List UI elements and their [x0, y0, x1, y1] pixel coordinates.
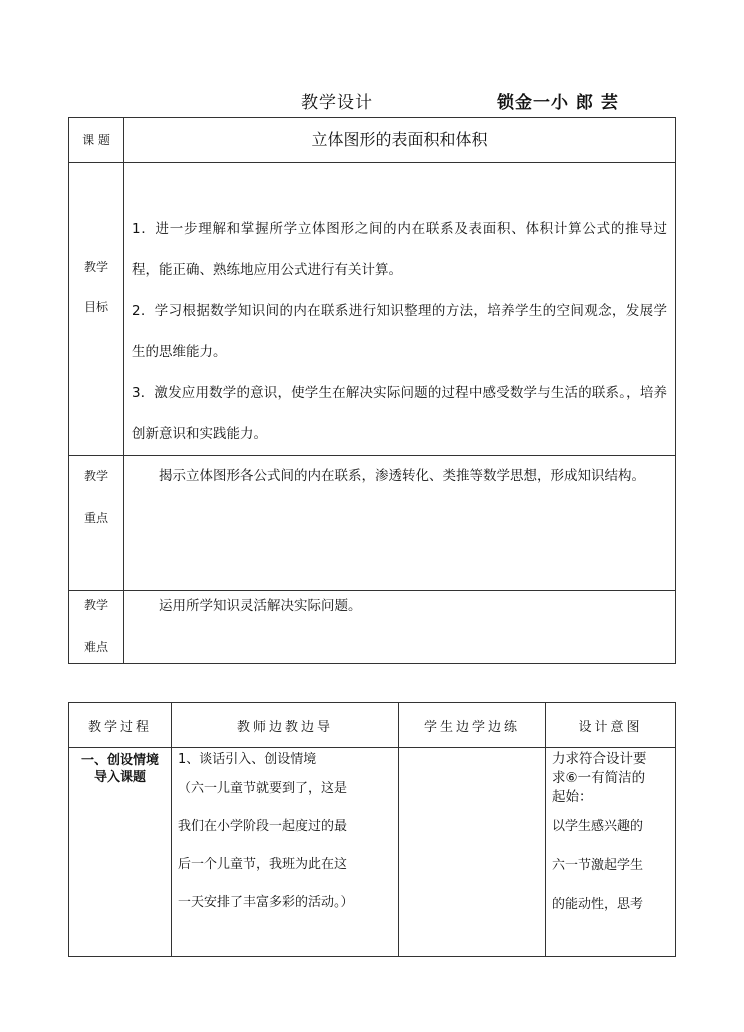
- teacher-line-1: 1、谈话引入、创设情境: [178, 752, 317, 767]
- subject-row: [69, 118, 676, 163]
- stage-cell: [69, 748, 172, 957]
- difficulty-row: [69, 591, 676, 664]
- design-line-3: 起始：: [552, 789, 593, 805]
- lesson-info-table: [68, 117, 676, 664]
- goals-label-cell: [69, 163, 124, 456]
- process-row-1: [69, 748, 676, 957]
- stage-line-2: 导入课题: [93, 770, 146, 785]
- teacher-line-3: 我们在小学阶段一起度过的最: [178, 819, 348, 834]
- author-line: 锁金一小 郎 芸: [497, 93, 619, 113]
- goals-row: [69, 163, 676, 456]
- teacher-cell: [172, 748, 399, 957]
- difficulty-cell: [124, 591, 676, 664]
- keypoint-text: 揭示立体图形各公式间的内在联系，渗透转化、类推等数学思想，形成知识结构。: [159, 468, 645, 484]
- subject-cell: 立体图形的表面积和体积: [124, 118, 676, 163]
- goals-cell: [124, 163, 676, 456]
- keypoint-label-2: 重点: [83, 511, 108, 525]
- design-cell: [546, 748, 676, 957]
- difficulty-label-1: 教学: [83, 598, 108, 612]
- goals-label-1: 教学: [83, 260, 108, 274]
- design-line-2: 求⑥一有简洁的: [552, 770, 646, 786]
- keypoint-row: [69, 456, 676, 591]
- design-line-1: 力求符合设计要: [552, 751, 647, 767]
- student-cell: [399, 748, 546, 957]
- teaching-process-table: [68, 702, 676, 957]
- difficulty-label-cell: [69, 591, 124, 664]
- teacher-line-5: 一天安排了丰富多彩的活动。）: [178, 895, 354, 910]
- keypoint-label-1: 教学: [83, 469, 108, 483]
- teacher-line-4: 后一个儿童节，我班为此在这: [178, 857, 348, 872]
- teacher-line-2: （六一儿童节就要到了，这是: [178, 781, 348, 796]
- goals-label-2: 目标: [83, 300, 108, 314]
- header-design: 设计意图: [546, 703, 676, 748]
- header-teacher: 教师边教边导: [172, 703, 399, 748]
- header-student: 学生边学边练: [399, 703, 546, 748]
- design-line-6: 的能动性，思考: [552, 897, 644, 912]
- document-title: 教学设计: [301, 93, 373, 113]
- keypoint-cell: [124, 456, 676, 591]
- difficulty-text: 运用所学知识灵活解决实际问题。: [159, 598, 362, 614]
- goal-item-3: 3．激发应用数学的意识，使学生在解决实际问题的过程中感受数学与生活的联系。，培养创新意识和实践能力。: [132, 385, 667, 442]
- keypoint-label-cell: [69, 456, 124, 591]
- stage-line-1: 一、创设情境: [80, 753, 159, 768]
- subject-label-cell: [69, 118, 124, 163]
- subject-label: 课 题: [82, 133, 110, 147]
- header-process: 教学过程: [69, 703, 172, 748]
- design-line-5: 六一节激起学生: [552, 858, 644, 873]
- process-header-row: [69, 703, 676, 748]
- goal-item-1: 1．进一步理解和掌握所学立体图形之间的内在联系及表面积、体积计算公式的推导过程，能正确、熟练地应用公式进行有关计算。: [132, 221, 667, 278]
- goal-item-2: 2．学习根据数学知识间的内在联系进行知识整理的方法，培养学生的空间观念，发展学生的思维能力。: [132, 303, 667, 360]
- difficulty-label-2: 难点: [83, 640, 108, 654]
- design-line-4: 以学生感兴趣的: [552, 819, 644, 834]
